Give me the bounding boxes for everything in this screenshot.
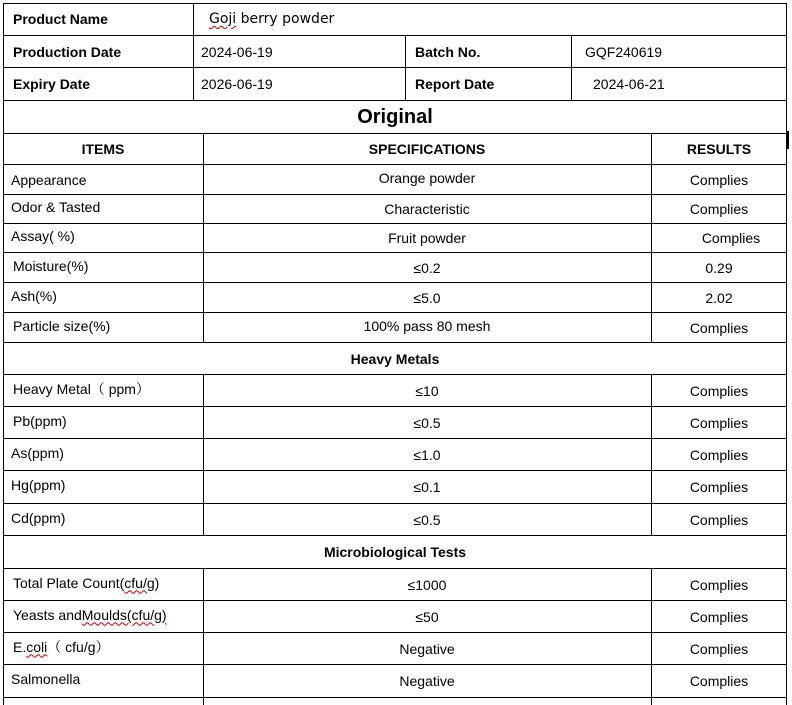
table-row (3, 504, 787, 536)
table-row (3, 375, 787, 407)
item-cell (13, 597, 167, 632)
edge-marker (787, 131, 789, 149)
result-cell: Complies (689, 171, 749, 188)
item-cell: Cd(ppm) (11, 509, 66, 526)
table-row (3, 224, 787, 253)
coa-document (3, 3, 787, 705)
spec-cell: ≤5.0 (413, 289, 441, 306)
item-cell (13, 629, 110, 664)
product-name-word: Goji (209, 11, 237, 27)
batch-no-label: Batch No. (415, 43, 481, 60)
spec-cell: ≤1.0 (413, 446, 441, 463)
item-cell: Appearance (11, 171, 87, 188)
result-cell: Complies (689, 576, 749, 593)
production-date-row (3, 36, 787, 68)
spec-cell: Negative (399, 640, 455, 657)
item-wavy: cfu/g (124, 574, 155, 591)
spec-cell: Characteristic (384, 201, 470, 217)
item-cell: Hg(ppm) (11, 477, 66, 493)
table-row (3, 195, 787, 224)
spec-cell: ≤0.5 (413, 414, 441, 431)
spec-cell: ≤0.2 (413, 259, 441, 276)
col-items-header: ITEMS (81, 141, 125, 157)
item-cell: Assay( %) (11, 228, 75, 244)
item-cell (11, 661, 80, 697)
result-cell: 0.29 (705, 259, 733, 276)
item-cell (13, 565, 159, 600)
table-row (3, 313, 787, 343)
product-name-row (3, 3, 787, 36)
spec-cell: ≤0.1 (413, 479, 441, 495)
item-cell: Odor & Tasted (11, 199, 101, 215)
result-cell: Complies (689, 608, 749, 625)
report-date-label: Report Date (415, 76, 495, 92)
result-cell: Complies (689, 511, 749, 528)
spec-cell: ≤50 (415, 608, 439, 625)
title-row (3, 101, 787, 134)
result-cell: Complies (689, 201, 749, 217)
col-results-header: RESULTS (686, 141, 752, 157)
spec-cell: ≤1000 (407, 576, 447, 593)
item-cell: Moisture(%) (13, 257, 89, 274)
result-cell: Complies (689, 479, 749, 495)
item-cell: Particle size(%) (13, 317, 111, 334)
table-row (3, 633, 787, 665)
table-row (3, 253, 787, 283)
item-cell: Heavy Metal（ ppm） (13, 380, 150, 397)
result-cell: Complies (689, 640, 749, 657)
item-cell: Ash(%) (11, 287, 57, 304)
product-name-value (209, 3, 334, 35)
item-cell: As(ppm) (11, 444, 64, 461)
expiry-date-label: Expiry Date (13, 76, 91, 92)
item-suffix: （ cfu/g） (47, 638, 110, 655)
spec-cell: Fruit powder (388, 230, 466, 246)
table-row (3, 665, 787, 698)
item-prefix: E. (13, 638, 27, 655)
spec-cell: 100% pass 80 mesh (363, 317, 491, 334)
table-row (3, 601, 787, 633)
section-heavy-metals-title: Heavy Metals (350, 350, 440, 367)
section-micro-title: Microbiological Tests (323, 544, 467, 560)
production-date-label: Production Date (13, 43, 122, 60)
result-cell: Complies (689, 673, 749, 689)
item-suffix: ) (154, 574, 160, 591)
result-cell: Complies (689, 319, 749, 336)
expiry-date-row (3, 68, 787, 101)
spec-cell: Negative (399, 673, 455, 689)
result-cell: Complies (689, 382, 749, 399)
product-name-rest: berry powder (236, 11, 335, 27)
document-title: Original (357, 105, 433, 128)
expiry-date-value: 2026-06-19 (201, 76, 273, 92)
item-prefix: Yeasts and (13, 606, 82, 623)
result-cell: Complies (689, 414, 749, 431)
item-prefix: Total Plate Count( (13, 574, 125, 591)
batch-no-value: GQF240619 (585, 43, 663, 60)
item-wavy: Moulds(cfu/g) (81, 606, 167, 623)
spec-cell: Orange powder (378, 169, 476, 186)
result-cell: Complies (701, 230, 761, 246)
spec-cell: ≤0.5 (413, 511, 441, 528)
result-cell: Complies (689, 446, 749, 463)
col-specifications-header: SPECIFICATIONS (368, 141, 486, 157)
production-date-value: 2024-06-19 (201, 43, 273, 60)
table-row (3, 439, 787, 471)
report-date-value: 2024-06-21 (593, 76, 665, 92)
result-cell: 2.02 (705, 289, 733, 306)
table-row (3, 407, 787, 439)
table-row (3, 165, 787, 195)
spec-cell: ≤10 (415, 382, 439, 399)
item-wavy: coli (26, 638, 48, 655)
product-name-label: Product Name (13, 11, 108, 27)
item-prefix: Salmonella (11, 671, 81, 687)
table-row (3, 471, 787, 504)
item-cell: Pb(ppm) (13, 412, 67, 429)
